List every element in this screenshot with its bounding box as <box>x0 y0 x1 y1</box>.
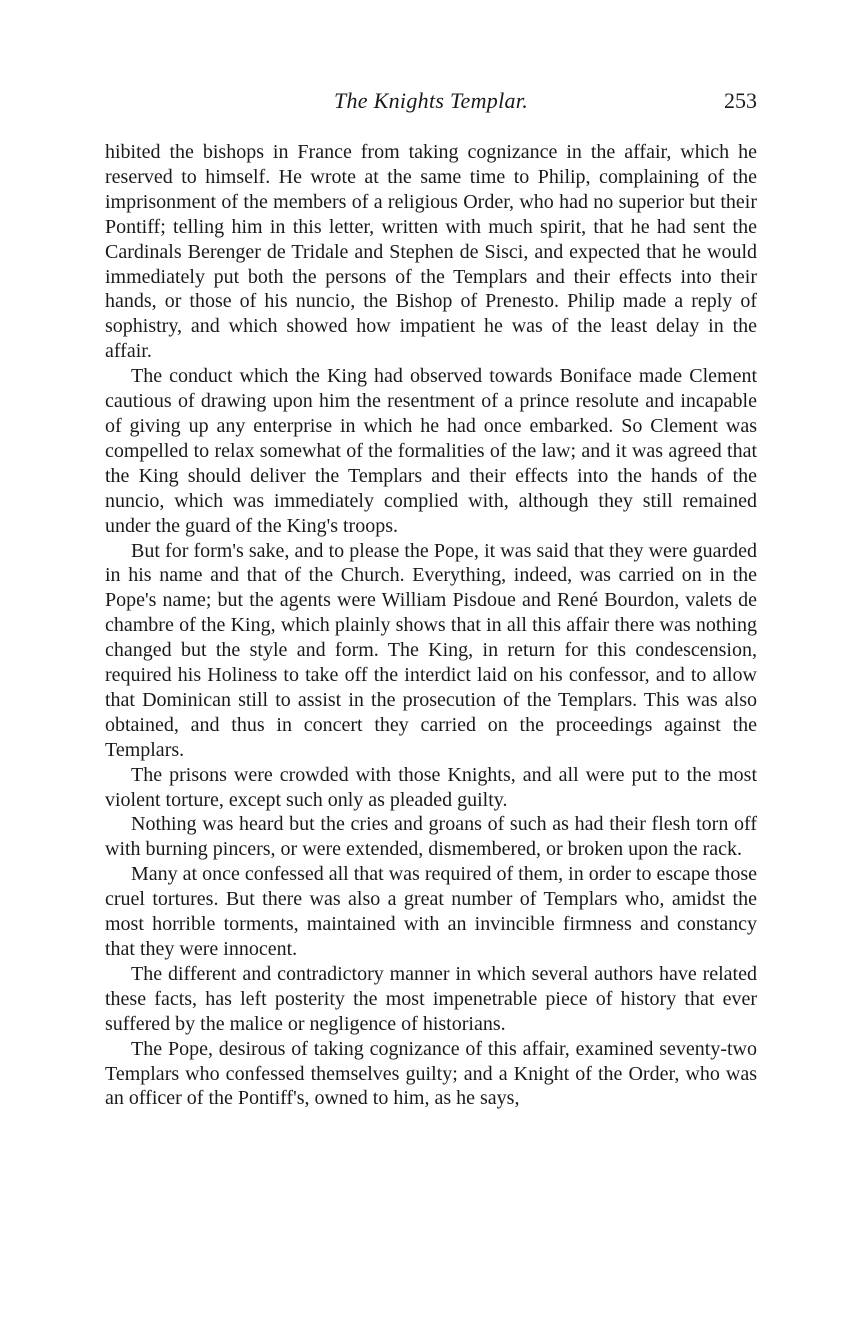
paragraph-3: But for form's sake, and to please the Pope, it was said that they were guarded in his name and that of the Church. Everything, indeed, was carried on in the Pope's name; but the agents were William Pisdoue and René Bourdon, valets de chambre of the King, which plainly shows that in all this affair there was nothing changed but the style and form. The King, in return for this condescension, required his Holiness to take off the interdict laid on his confessor, and to allow that Dominican still to assist in the prosecution of the Templars. This was also obtained, and thus in concert they carried on the proceedings against the Templars. <box>105 539 757 761</box>
running-head <box>105 88 757 122</box>
paragraph-6: Many at once confessed all that was required of them, in order to escape those cruel tortures. But there was also a great number of Templars who, amidst the most horrible torments, maintained with an invincible firmness and constancy that they were innocent. <box>105 863 757 960</box>
page-number: 253 <box>724 88 757 113</box>
paragraph-7: The different and contradictory manner in which several authors have related these facts, has left posterity the most impenetrable piece of history that ever suffered by the malice or negligence of historians. <box>105 962 757 1035</box>
paragraph-2: The conduct which the King had observed towards Boniface made Clement cautious of drawing upon him the resentment of a prince resolute and incapable of giving up any enterprise in which he had once embarked. So Clement was compelled to relax somewhat of the formalities of the law; and it was agreed that the King should deliver the Templars and their effects into the hands of the nuncio, which was immediately complied with, although they still remained under the guard of the King's troops. <box>105 365 757 537</box>
running-title: The Knights Templar. <box>333 88 529 113</box>
paragraph-8: The Pope, desirous of taking cognizance of this affair, examined seventy-two Templars who confessed themselves guilty; and a Knight of the Order, who was an officer of the Pontiff's, owned to him, as he says, <box>105 1037 757 1110</box>
paragraph-4: The prisons were crowded with those Knights, and all were put to the most violent torture, except such only as pleaded guilty. <box>105 763 757 811</box>
paragraph-1: hibited the bishops in France from taking cognizance in the affair, which he reserved to himself. He wrote at the same time to Philip, complaining of the imprisonment of the members of a religious Order, who had no superior but their Pontiff; telling him in this letter, written with much spirit, that he had sent the Cardinals Berenger de Tridale and Stephen de Sisci, and expected that he would immediately put both the persons of the Templars and their effects into their hands, or those of his nuncio, the Bishop of Prenesto. Philip made a reply of sophistry, and which showed how impatient he was of the least delay in the affair. <box>105 141 757 363</box>
paragraph-5: Nothing was heard but the cries and groans of such as had their flesh torn off with burning pincers, or were extended, dismembered, or broken upon the rack. <box>105 813 757 861</box>
body-text <box>105 140 757 1111</box>
